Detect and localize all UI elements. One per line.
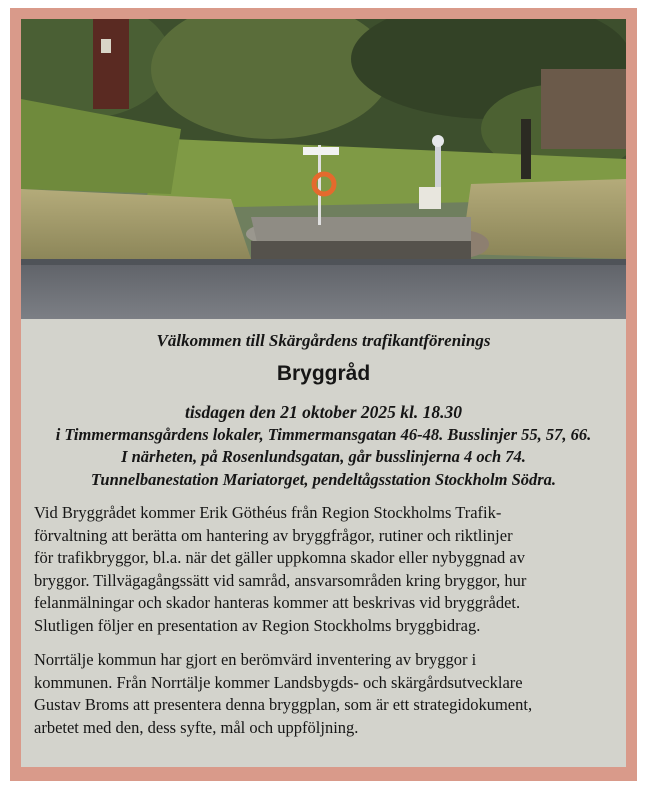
paragraph-region xyxy=(34,502,614,637)
event-details xyxy=(21,401,626,491)
text-line: felanmälningar och skador hanteras kommer att beskrivas vid bryggrådet. xyxy=(34,593,521,612)
paragraph-norrtalje xyxy=(34,649,614,739)
text-line: arbetet med den, dess syfte, mål och uppföljning. xyxy=(34,717,359,737)
text-line: Slutligen följer en presentation av Region Stockholms bryggbidrag. xyxy=(34,615,481,635)
right-house xyxy=(541,69,626,149)
jetty-photo-illustration xyxy=(21,19,626,319)
station-line: Tunnelbanestation Mariatorget, pendeltågsstation Stockholm Södra. xyxy=(90,469,557,489)
text-line: förvaltning att berätta om hantering av bryggfrågor, rutiner och riktlinjer xyxy=(34,525,513,545)
poster-frame xyxy=(10,8,637,781)
jetty-photo xyxy=(21,19,626,319)
red-house xyxy=(93,19,129,109)
event-title: Bryggråd xyxy=(276,362,371,385)
event-date: tisdagen den 21 oktober 2025 kl. 18.30 xyxy=(184,402,463,422)
announcement-panel xyxy=(21,319,626,767)
text-line: Gustav Broms att presentera denna bryggplan, som är ett strategidokument, xyxy=(34,695,533,714)
text-line: Norrtälje kommun har gjort en berömvärd inventering av bryggor i xyxy=(34,650,477,669)
text-line: kommunen. Från Norrtälje kommer Landsbygds- och skärgårdsutvecklare xyxy=(34,672,523,692)
text-line: för trafikbryggor, bl.a. när det gäller uppkomna skador eller nybyggnad av xyxy=(34,548,525,567)
garden-chair xyxy=(419,187,441,209)
text-line: Vid Bryggrådet kommer Erik Göthéus från Region Stockholms Trafik- xyxy=(34,503,502,522)
intro-line: Välkommen till Skärgårdens trafikantförenings xyxy=(156,331,491,350)
text-line: bryggor. Tillvägagångssätt vid samråd, ansvarsområden kring bryggor, hur xyxy=(34,570,527,590)
reeds-left xyxy=(21,189,251,264)
venue-line: i Timmermansgårdens lokaler, Timmermansgatan 46-48. Busslinjer 55, 57, 66. xyxy=(55,424,592,444)
water xyxy=(21,259,626,319)
jetty-sign xyxy=(303,147,339,155)
body-text xyxy=(34,502,614,751)
bus-line: I närheten, på Rosenlundsgatan, går busslinjerna 4 och 74. xyxy=(121,447,526,466)
